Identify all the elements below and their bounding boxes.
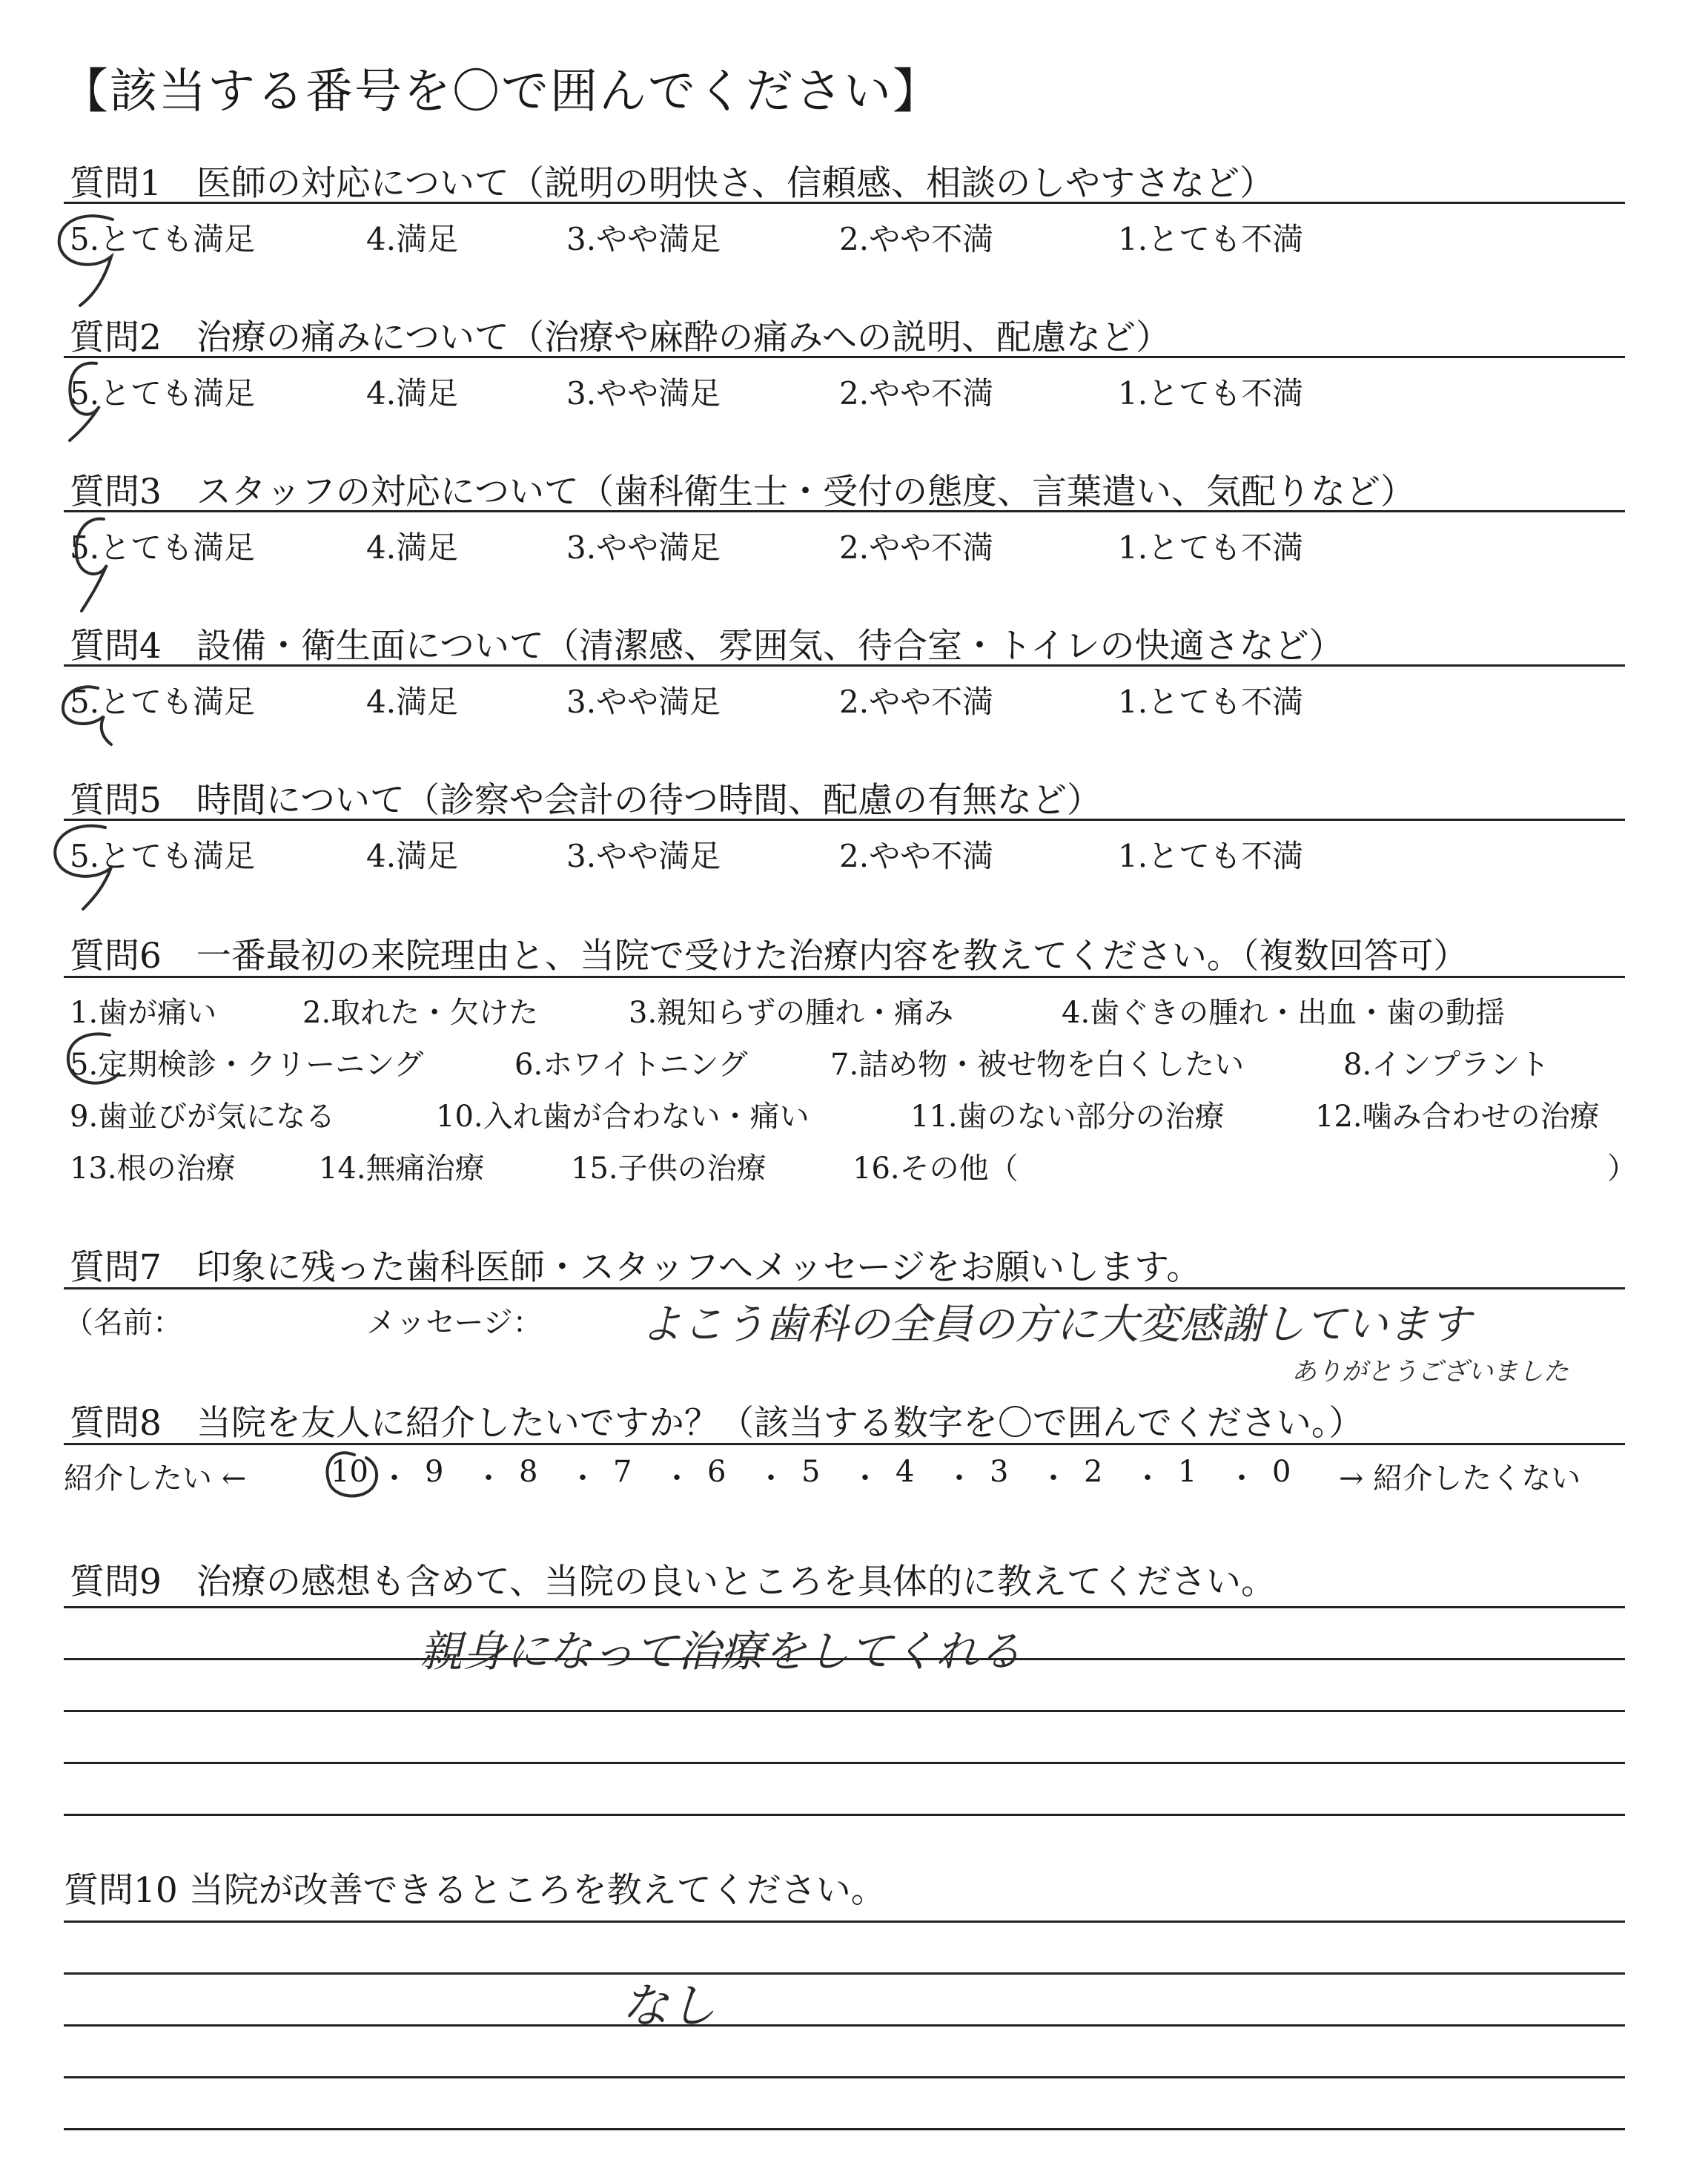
q4-option-1[interactable]: 1.とても不満 [1118,684,1304,720]
q6-option-12[interactable]: 12.噛み合わせの治療 [1315,1100,1600,1134]
q8-separator: ・ [1133,1462,1162,1496]
page-header: 【該当する番号を〇で囲んでください】 [61,65,941,119]
q10-title: 質問10 当院が改善できるところを教えてください。 [64,1870,886,1911]
q8-option-0[interactable]: 0 [1272,1455,1291,1489]
q9-answer-handwritten: 親身になって治療をしてくれる [420,1626,1022,1677]
q4-option-5[interactable]: 5.とても満足 [70,684,256,720]
q5-option-1[interactable]: 1.とても不満 [1118,838,1304,874]
q6-option-11[interactable]: 11.歯のない部分の治療 [910,1100,1225,1134]
q5-circle-mark [55,826,111,909]
q8-option-1[interactable]: 1 [1178,1455,1197,1489]
q8-separator: ・ [568,1462,598,1496]
q5-option-5[interactable]: 5.とても満足 [70,838,256,874]
q8-circle-mark [327,1453,377,1496]
q6-option-9[interactable]: 9.歯並びが気になる [70,1100,336,1134]
q4-circle-mark [63,687,111,744]
q7-message-handwritten-2: ありがとうございました [1291,1357,1569,1387]
q2-circle-mark [70,363,99,440]
q1-title: 質問1 医師の対応について（説明の明快さ、信頼感、相談のしやすさなど） [70,163,1275,204]
q8-right-label: → 紹介したくない [1339,1462,1581,1496]
q3-option-4[interactable]: 4.満足 [366,529,459,566]
q6-circle-mark [68,1034,119,1083]
q3-option-3[interactable]: 3.やや満足 [566,529,721,566]
q1-option-1[interactable]: 1.とても不満 [1118,221,1304,257]
q2-title: 質問2 治療の痛みについて（治療や麻酔の痛みへの説明、配慮など） [70,317,1171,358]
q5-title: 質問5 時間について（診察や会計の待つ時間、配慮の有無など） [70,780,1102,821]
q6-option-7[interactable]: 7.詰め物・被せ物を白くしたい [830,1048,1245,1082]
q6-option-16-close: ） [1607,1152,1637,1186]
q8-separator: ・ [380,1462,409,1496]
q2-option-1[interactable]: 1.とても不満 [1118,375,1304,412]
q3-title: 質問3 スタッフの対応について（歯科衛生士・受付の態度、言葉遣い、気配りなど） [70,472,1415,512]
q8-separator: ・ [944,1462,974,1496]
q6-option-6[interactable]: 6.ホワイトニング [514,1048,748,1082]
q3-circle-mark [76,519,107,611]
q8-title: 質問8 当院を友人に紹介したいですか？（該当する数字を〇で囲んでください。） [70,1403,1364,1444]
q6-option-2[interactable]: 2.取れた・欠けた [302,996,539,1030]
q8-separator: ・ [756,1462,786,1496]
q6-option-8[interactable]: 8.インプラント [1343,1048,1550,1082]
q8-separator: ・ [1039,1462,1068,1496]
q1-option-4[interactable]: 4.満足 [366,221,459,257]
q6-option-14[interactable]: 14.無痛治療 [319,1152,485,1186]
q1-option-2[interactable]: 2.やや不満 [839,221,994,257]
q5-option-2[interactable]: 2.やや不満 [839,838,994,874]
q6-option-3[interactable]: 3.親知らずの腫れ・痛み [629,996,954,1030]
q8-option-5[interactable]: 5 [801,1455,821,1489]
q6-option-5[interactable]: 5.定期検診・クリーニング [70,1048,424,1082]
q8-left-label: 紹介したい ← [64,1462,247,1496]
q2-option-3[interactable]: 3.やや満足 [566,375,721,412]
q8-option-8[interactable]: 8 [519,1455,538,1489]
q8-separator: ・ [850,1462,880,1496]
q10-answer-handwritten: なし [621,1979,716,2034]
q3-option-5[interactable]: 5.とても満足 [70,529,256,566]
q4-option-2[interactable]: 2.やや不満 [839,684,994,720]
q7-message-handwritten: よこう歯科の全員の方に大変感謝しています [640,1301,1471,1349]
q1-option-3[interactable]: 3.やや満足 [566,221,721,257]
q6-option-15[interactable]: 15.子供の治療 [571,1152,767,1186]
q8-separator: ・ [1227,1462,1257,1496]
q7-title: 質問7 印象に残った歯科医師・スタッフへメッセージをお願いします。 [70,1247,1202,1288]
q4-title: 質問4 設備・衛生面について（清潔感、雰囲気、待合室・トイレの快適さなど） [70,626,1344,667]
q6-option-13[interactable]: 13.根の治療 [70,1152,236,1186]
q6-option-16[interactable]: 16.その他（ [853,1152,1019,1186]
q2-option-2[interactable]: 2.やや不満 [839,375,994,412]
q5-option-3[interactable]: 3.やや満足 [566,838,721,874]
q6-title: 質問6 一番最初の来院理由と、当院で受けた治療内容を教えてください。（複数回答可） [70,936,1469,977]
q8-option-2[interactable]: 2 [1084,1455,1103,1489]
q8-separator: ・ [662,1462,692,1496]
q8-option-9[interactable]: 9 [425,1455,444,1489]
q8-option-7[interactable]: 7 [613,1455,632,1489]
q7-message-label: メッセージ： [366,1306,543,1340]
q6-option-4[interactable]: 4.歯ぐきの腫れ・出血・歯の動揺 [1062,996,1506,1030]
q8-option-3[interactable]: 3 [990,1455,1009,1489]
q4-option-4[interactable]: 4.満足 [366,684,459,720]
q2-option-5[interactable]: 5.とても満足 [70,375,256,412]
q8-separator: ・ [474,1462,503,1496]
q3-option-1[interactable]: 1.とても不満 [1118,529,1304,566]
q2-option-4[interactable]: 4.満足 [366,375,459,412]
q8-option-10[interactable]: 10 [331,1455,368,1489]
q1-option-5[interactable]: 5.とても満足 [70,221,256,257]
q6-option-10[interactable]: 10.入れ歯が合わない・痛い [436,1100,810,1134]
q8-option-4[interactable]: 4 [896,1455,915,1489]
q5-option-4[interactable]: 4.満足 [366,838,459,874]
q7-name-label: （名前： [64,1306,182,1340]
q3-option-2[interactable]: 2.やや不満 [839,529,994,566]
q1-circle-mark [59,216,113,305]
q8-option-6[interactable]: 6 [707,1455,726,1489]
q6-option-1[interactable]: 1.歯が痛い [70,996,217,1030]
q4-option-3[interactable]: 3.やや満足 [566,684,721,720]
q9-title: 質問9 治療の感想も含めて、当院の良いところを具体的に教えてください。 [70,1562,1276,1602]
